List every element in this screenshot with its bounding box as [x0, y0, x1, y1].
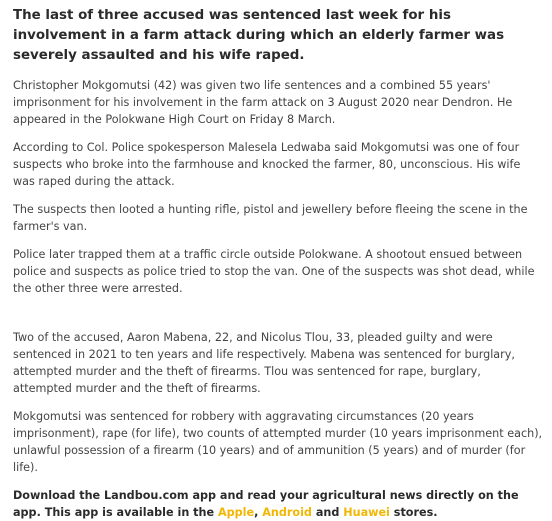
article-paragraph-looting: The suspects then looted a hunting rifle, pistol and jewellery before fleeing the scene in the farmer's van. — [13, 203, 528, 233]
article-paragraph-sentence: Christopher Mokgomutsi (42) was given two life sentences and a combined 55 years' imprisonment for his involvement in the farm attack on 3 August 2020 near Dendron. He appeared in the Polokwane High Court on Friday 8 March. — [13, 79, 513, 126]
android-store-link[interactable]: Android — [262, 506, 312, 519]
apple-store-link[interactable]: Apple — [217, 506, 255, 519]
article-lead: The last of three accused was sentenced last week for his involvement in a farm attack during which an elderly farmer was severely assaulted and his wife raped. — [13, 8, 505, 63]
separator-and: and — [311, 506, 344, 519]
app-download-text-end: stores. — [389, 506, 438, 519]
article-paragraph-sentences: Mokgomutsi was sentenced for robbery with aggravating circumstances (20 years imprisonment), rape (for life), two counts of attempted murder (10 years imprisonment each), unlawful possession of a firearm (10 years) and of ammunition (5 years) and of murder (for life). — [13, 410, 543, 474]
article-body — [13, 6, 543, 521]
article-paragraph-shootout: Police later trapped them at a traffic circle outside Polokwane. A shootout ensued between police and suspects as police tried to stop the van. One of the suspects was shot dead, while the other three were arrested. — [13, 248, 535, 295]
article-paragraph-police-statement: According to Col. Police spokesperson Malesela Ledwaba said Mokgomutsi was one of four suspects who broke into the farmhouse and knocked the farmer, 80, unconscious. His wife was raped during the attack. — [13, 141, 521, 188]
article-paragraph-co-accused: Two of the accused, Aaron Mabena, 22, and Nicolus Tlou, 33, pleaded guilty and were sentenced in 2021 to ten years and life respectively. Mabena was sentenced for burglary, attempted murder and the theft of firearms. Tlou was sentenced for rape, burglary, attempted murder and the theft of firearms. — [13, 331, 515, 395]
separator-comma: , — [254, 506, 263, 519]
app-download-text: Download the Landbou.com app and read your agricultural news directly on the app. This app is available in the — [13, 489, 519, 519]
app-download-note — [13, 487, 543, 521]
huawei-store-link[interactable]: Huawei — [343, 506, 390, 519]
